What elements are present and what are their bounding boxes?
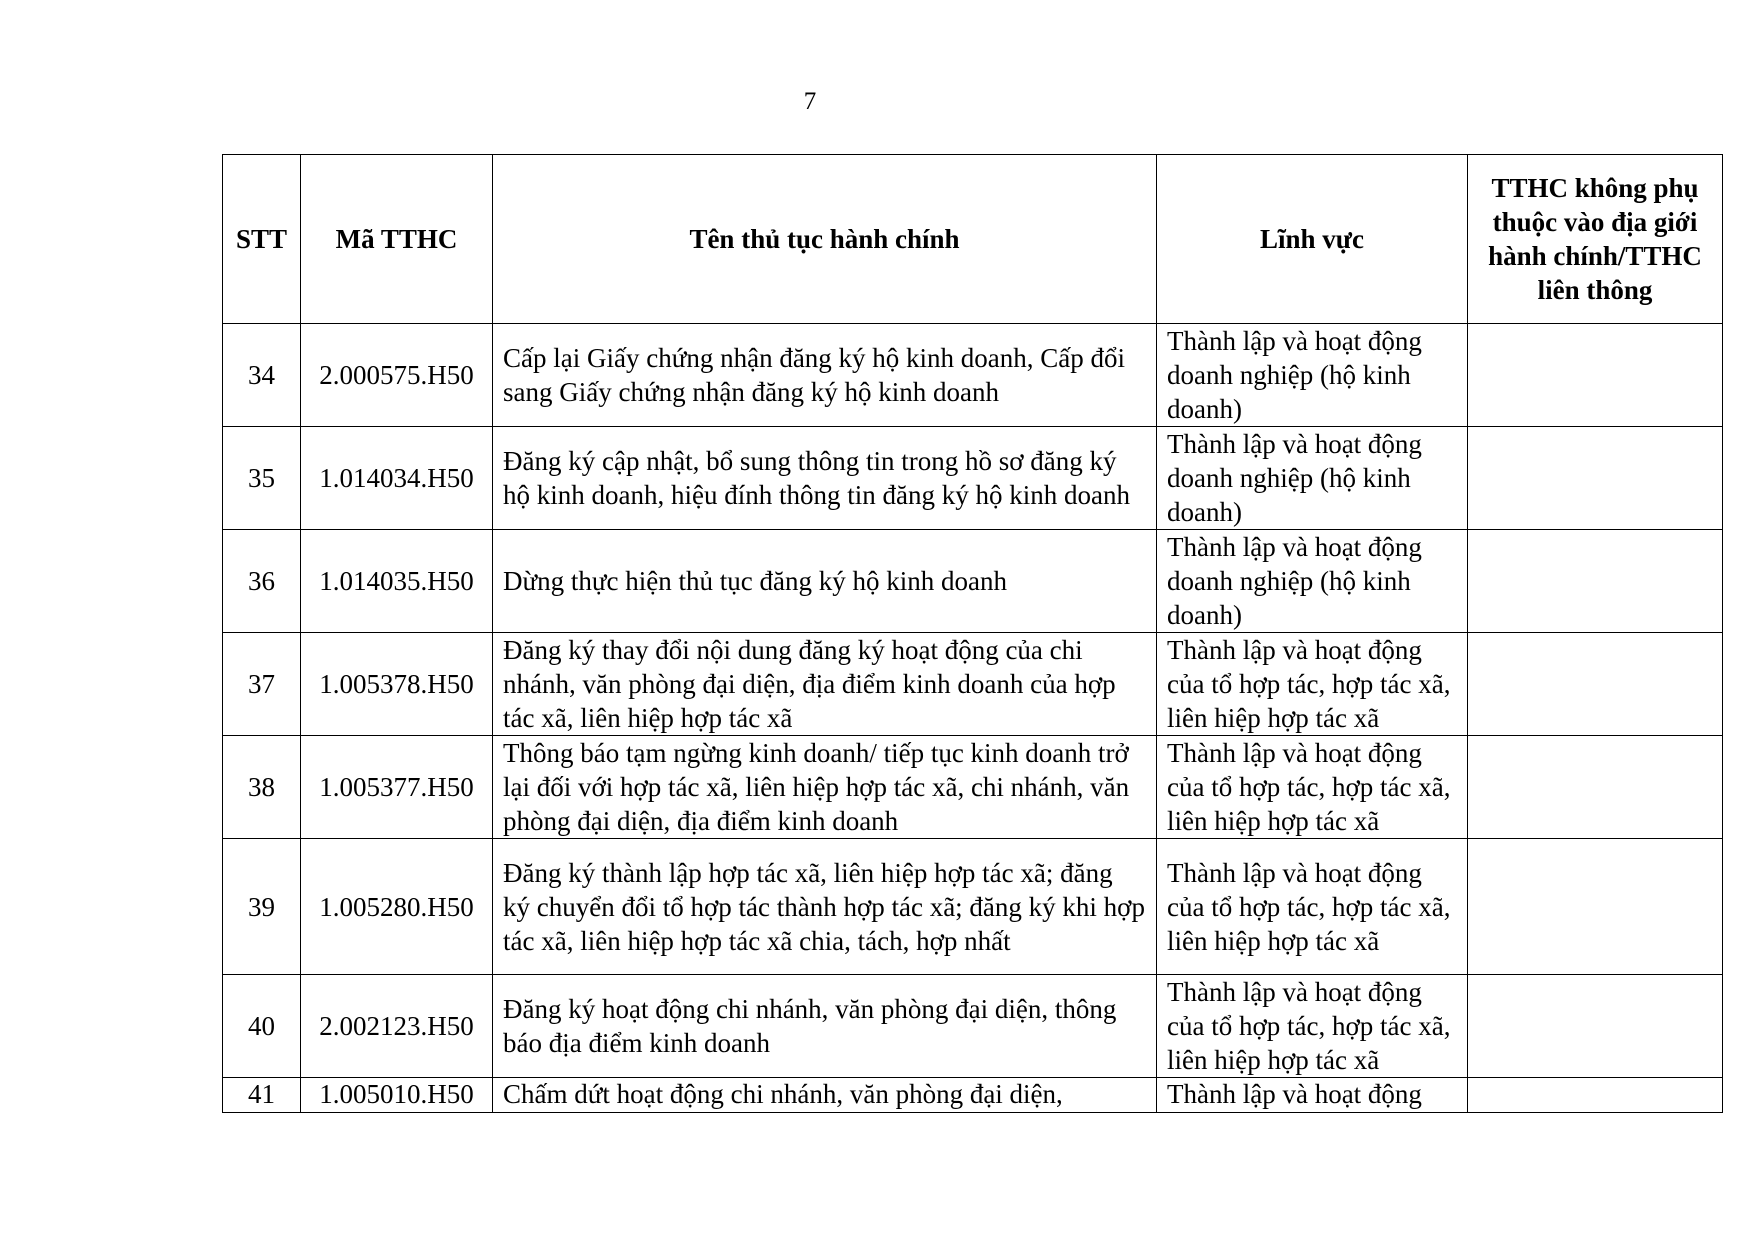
cell-code: 1.014034.H50 [301, 427, 493, 530]
cell-field: Thành lập và hoạt động doanh nghiệp (hộ kinh doanh) [1157, 530, 1468, 633]
cell-name: Thông báo tạm ngừng kinh doanh/ tiếp tục kinh doanh trở lại đối với hợp tác xã, liên hiệp hợp tác xã, chi nhánh, văn phòng đại diện, địa điểm kinh doanh [493, 736, 1157, 839]
table-header-row [223, 155, 1723, 324]
cell-note [1468, 530, 1723, 633]
table-row [223, 1078, 1723, 1113]
header-note: TTHC không phụ thuộc vào địa giới hành chính/TTHC liên thông [1468, 155, 1723, 324]
table-row [223, 530, 1723, 633]
cell-note [1468, 324, 1723, 427]
cell-note [1468, 1078, 1723, 1113]
cell-code: 1.005378.H50 [301, 633, 493, 736]
table-row [223, 633, 1723, 736]
cell-field: Thành lập và hoạt động của tổ hợp tác, hợp tác xã, liên hiệp hợp tác xã [1157, 736, 1468, 839]
table-row [223, 324, 1723, 427]
cell-note [1468, 975, 1723, 1078]
cell-field: Thành lập và hoạt động [1157, 1078, 1468, 1113]
cell-stt: 38 [223, 736, 301, 839]
cell-code: 1.005010.H50 [301, 1078, 493, 1113]
cell-field: Thành lập và hoạt động doanh nghiệp (hộ kinh doanh) [1157, 324, 1468, 427]
cell-name: Đăng ký thay đổi nội dung đăng ký hoạt động của chi nhánh, văn phòng đại diện, địa điểm kinh doanh của hợp tác xã, liên hiệp hợp tác xã [493, 633, 1157, 736]
cell-code: 1.014035.H50 [301, 530, 493, 633]
cell-code: 2.000575.H50 [301, 324, 493, 427]
cell-field: Thành lập và hoạt động của tổ hợp tác, hợp tác xã, liên hiệp hợp tác xã [1157, 975, 1468, 1078]
cell-field: Thành lập và hoạt động của tổ hợp tác, hợp tác xã, liên hiệp hợp tác xã [1157, 839, 1468, 975]
table-row [223, 975, 1723, 1078]
cell-code: 2.002123.H50 [301, 975, 493, 1078]
cell-name: Chấm dứt hoạt động chi nhánh, văn phòng đại diện, [493, 1078, 1157, 1113]
table-row [223, 839, 1723, 975]
cell-note [1468, 736, 1723, 839]
cell-note [1468, 633, 1723, 736]
cell-name: Cấp lại Giấy chứng nhận đăng ký hộ kinh doanh, Cấp đổi sang Giấy chứng nhận đăng ký hộ kinh doanh [493, 324, 1157, 427]
cell-code: 1.005377.H50 [301, 736, 493, 839]
cell-name: Đăng ký cập nhật, bổ sung thông tin trong hồ sơ đăng ký hộ kinh doanh, hiệu đính thông tin đăng ký hộ kinh doanh [493, 427, 1157, 530]
header-field: Lĩnh vực [1157, 155, 1468, 324]
cell-stt: 34 [223, 324, 301, 427]
cell-stt: 40 [223, 975, 301, 1078]
table-row [223, 427, 1723, 530]
header-stt: STT [223, 155, 301, 324]
header-code: Mã TTHC [301, 155, 493, 324]
cell-code: 1.005280.H50 [301, 839, 493, 975]
cell-field: Thành lập và hoạt động của tổ hợp tác, hợp tác xã, liên hiệp hợp tác xã [1157, 633, 1468, 736]
cell-stt: 35 [223, 427, 301, 530]
cell-stt: 41 [223, 1078, 301, 1113]
page-number: 7 [803, 88, 817, 115]
cell-name: Đăng ký hoạt động chi nhánh, văn phòng đại diện, thông báo địa điểm kinh doanh [493, 975, 1157, 1078]
cell-stt: 37 [223, 633, 301, 736]
cell-field: Thành lập và hoạt động doanh nghiệp (hộ kinh doanh) [1157, 427, 1468, 530]
cell-stt: 36 [223, 530, 301, 633]
cell-note [1468, 839, 1723, 975]
cell-note [1468, 427, 1723, 530]
table-row [223, 736, 1723, 839]
cell-stt: 39 [223, 839, 301, 975]
cell-name: Dừng thực hiện thủ tục đăng ký hộ kinh doanh [493, 530, 1157, 633]
cell-name: Đăng ký thành lập hợp tác xã, liên hiệp hợp tác xã; đăng ký chuyển đổi tổ hợp tác thành hợp tác xã; đăng ký khi hợp tác xã, liên hiệp hợp tác xã chia, tách, hợp nhất [493, 839, 1157, 975]
header-name: Tên thủ tục hành chính [493, 155, 1157, 324]
procedures-table [222, 154, 1723, 1113]
